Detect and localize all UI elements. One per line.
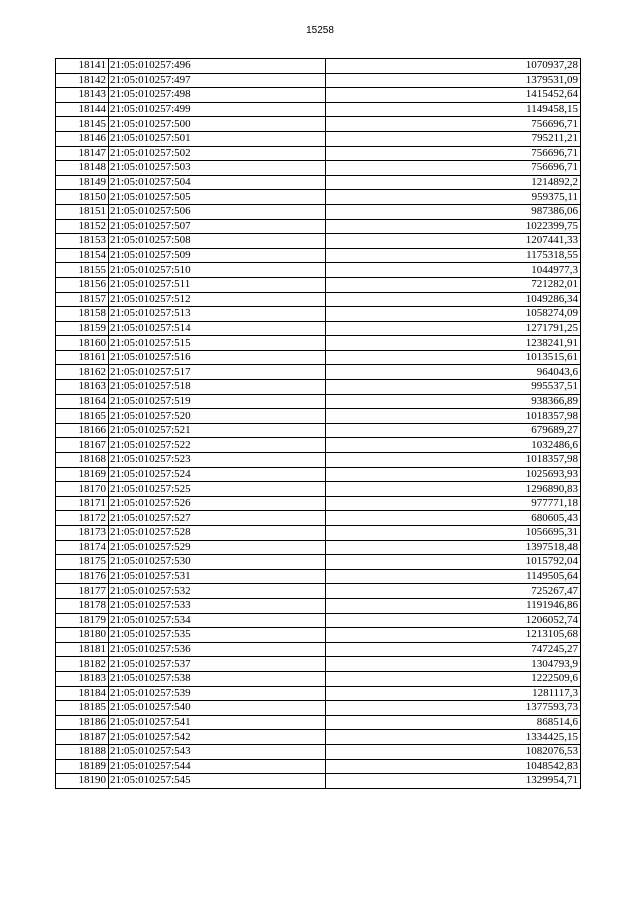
table-row (56, 161, 581, 176)
cadastral-value-cell: 1271791,25 (326, 321, 581, 336)
cadastral-number-cell: 21:05:010257:509 (109, 248, 326, 263)
row-number-cell: 18164 (56, 394, 109, 409)
cadastral-value-cell: 1206052,74 (326, 613, 581, 628)
cadastral-number-cell: 21:05:010257:503 (109, 161, 326, 176)
row-number-cell: 18151 (56, 204, 109, 219)
cadastral-number-cell: 21:05:010257:521 (109, 423, 326, 438)
cadastral-number-cell: 21:05:010257:523 (109, 453, 326, 468)
table-row (56, 219, 581, 234)
cadastral-number-cell: 21:05:010257:501 (109, 131, 326, 146)
table-row (56, 744, 581, 759)
row-number-cell: 18183 (56, 671, 109, 686)
cadastral-number-cell: 21:05:010257:530 (109, 555, 326, 570)
cadastral-value-cell: 1070937,28 (326, 59, 581, 74)
cadastral-value-cell: 1191946,86 (326, 598, 581, 613)
cadastral-number-cell: 21:05:010257:543 (109, 744, 326, 759)
table-row (56, 686, 581, 701)
cadastral-number-cell: 21:05:010257:540 (109, 701, 326, 716)
row-number-cell: 18173 (56, 526, 109, 541)
cadastral-value-cell: 1149505,64 (326, 569, 581, 584)
row-number-cell: 18180 (56, 628, 109, 643)
row-number-cell: 18153 (56, 234, 109, 249)
table-row (56, 774, 581, 789)
cadastral-number-cell: 21:05:010257:514 (109, 321, 326, 336)
row-number-cell: 18171 (56, 496, 109, 511)
row-number-cell: 18154 (56, 248, 109, 263)
row-number-cell: 18189 (56, 759, 109, 774)
row-number-cell: 18182 (56, 657, 109, 672)
table-row (56, 350, 581, 365)
row-number-cell: 18175 (56, 555, 109, 570)
cadastral-value-cell: 1048542,83 (326, 759, 581, 774)
table-row (56, 277, 581, 292)
cadastral-value-cell: 1058274,09 (326, 307, 581, 322)
table-row (56, 453, 581, 468)
table-row (56, 540, 581, 555)
cadastral-value-cell: 1032486,6 (326, 438, 581, 453)
row-number-cell: 18150 (56, 190, 109, 205)
cadastral-number-cell: 21:05:010257:520 (109, 409, 326, 424)
cadastral-number-cell: 21:05:010257:528 (109, 526, 326, 541)
table-row (56, 715, 581, 730)
row-number-cell: 18174 (56, 540, 109, 555)
cadastral-value-cell: 1082076,53 (326, 744, 581, 759)
row-number-cell: 18186 (56, 715, 109, 730)
cadastral-number-cell: 21:05:010257:526 (109, 496, 326, 511)
cadastral-number-cell: 21:05:010257:531 (109, 569, 326, 584)
cadastral-value-cell: 1415452,64 (326, 88, 581, 103)
table-row (56, 146, 581, 161)
cadastral-value-cell: 1377593,73 (326, 701, 581, 716)
row-number-cell: 18159 (56, 321, 109, 336)
cadastral-value-cell: 1149458,15 (326, 102, 581, 117)
table-row (56, 409, 581, 424)
table-row (56, 263, 581, 278)
cadastral-value-cell: 1025693,93 (326, 467, 581, 482)
cadastral-number-cell: 21:05:010257:516 (109, 350, 326, 365)
cadastral-number-cell: 21:05:010257:539 (109, 686, 326, 701)
cadastral-number-cell: 21:05:010257:505 (109, 190, 326, 205)
row-number-cell: 18148 (56, 161, 109, 176)
table-row (56, 511, 581, 526)
row-number-cell: 18176 (56, 569, 109, 584)
cadastral-number-cell: 21:05:010257:522 (109, 438, 326, 453)
row-number-cell: 18172 (56, 511, 109, 526)
row-number-cell: 18152 (56, 219, 109, 234)
row-number-cell: 18141 (56, 59, 109, 74)
table-row (56, 73, 581, 88)
cadastral-value-cell: 1222509,6 (326, 671, 581, 686)
cadastral-number-cell: 21:05:010257:519 (109, 394, 326, 409)
cadastral-value-cell: 1397518,48 (326, 540, 581, 555)
table-row (56, 569, 581, 584)
table-row (56, 365, 581, 380)
cadastral-number-cell: 21:05:010257:504 (109, 175, 326, 190)
row-number-cell: 18179 (56, 613, 109, 628)
cadastral-value-cell: 987386,06 (326, 204, 581, 219)
cadastral-number-cell: 21:05:010257:537 (109, 657, 326, 672)
table-row (56, 526, 581, 541)
table-row (56, 496, 581, 511)
cadastral-number-cell: 21:05:010257:534 (109, 613, 326, 628)
cadastral-number-cell: 21:05:010257:511 (109, 277, 326, 292)
row-number-cell: 18147 (56, 146, 109, 161)
table-row (56, 730, 581, 745)
row-number-cell: 18158 (56, 307, 109, 322)
cadastral-number-cell: 21:05:010257:532 (109, 584, 326, 599)
row-number-cell: 18168 (56, 453, 109, 468)
cadastral-value-cell: 756696,71 (326, 161, 581, 176)
table-row (56, 102, 581, 117)
cadastral-value-cell: 1013515,61 (326, 350, 581, 365)
table-row (56, 234, 581, 249)
table-row (56, 175, 581, 190)
cadastral-value-cell: 1049286,34 (326, 292, 581, 307)
table-row (56, 59, 581, 74)
cadastral-number-cell: 21:05:010257:545 (109, 774, 326, 789)
cadastral-number-cell: 21:05:010257:510 (109, 263, 326, 278)
cadastral-number-cell: 21:05:010257:513 (109, 307, 326, 322)
table-row (56, 482, 581, 497)
row-number-cell: 18184 (56, 686, 109, 701)
row-number-cell: 18185 (56, 701, 109, 716)
cadastral-value-cell: 721282,01 (326, 277, 581, 292)
cadastral-value-cell: 680605,43 (326, 511, 581, 526)
cadastral-number-cell: 21:05:010257:525 (109, 482, 326, 497)
cadastral-number-cell: 21:05:010257:524 (109, 467, 326, 482)
cadastral-value-cell: 868514,6 (326, 715, 581, 730)
cadastral-number-cell: 21:05:010257:515 (109, 336, 326, 351)
cadastral-number-cell: 21:05:010257:507 (109, 219, 326, 234)
table-row (56, 555, 581, 570)
cadastral-number-cell: 21:05:010257:497 (109, 73, 326, 88)
row-number-cell: 18160 (56, 336, 109, 351)
cadastral-value-cell: 1214892,2 (326, 175, 581, 190)
row-number-cell: 18146 (56, 131, 109, 146)
cadastral-value-cell: 938366,89 (326, 394, 581, 409)
cadastral-value-cell: 1022399,75 (326, 219, 581, 234)
cadastral-number-cell: 21:05:010257:538 (109, 671, 326, 686)
table-row (56, 117, 581, 132)
row-number-cell: 18144 (56, 102, 109, 117)
cadastral-value-cell: 725267,47 (326, 584, 581, 599)
cadastral-number-cell: 21:05:010257:518 (109, 380, 326, 395)
row-number-cell: 18187 (56, 730, 109, 745)
cadastral-value-cell: 679689,27 (326, 423, 581, 438)
cadastral-value-cell: 995537,51 (326, 380, 581, 395)
table-row (56, 584, 581, 599)
cadastral-number-cell: 21:05:010257:502 (109, 146, 326, 161)
row-number-cell: 18145 (56, 117, 109, 132)
cadastral-number-cell: 21:05:010257:529 (109, 540, 326, 555)
cadastral-number-cell: 21:05:010257:498 (109, 88, 326, 103)
cadastral-number-cell: 21:05:010257:506 (109, 204, 326, 219)
cadastral-number-cell: 21:05:010257:499 (109, 102, 326, 117)
table-row (56, 292, 581, 307)
cadastral-value-cell: 1018357,98 (326, 409, 581, 424)
cadastral-number-cell: 21:05:010257:544 (109, 759, 326, 774)
row-number-cell: 18149 (56, 175, 109, 190)
table-row (56, 642, 581, 657)
table-row (56, 248, 581, 263)
table-row (56, 307, 581, 322)
table-row (56, 467, 581, 482)
cadastral-value-cell: 964043,6 (326, 365, 581, 380)
table-row (56, 759, 581, 774)
cadastral-value-cell: 1304793,9 (326, 657, 581, 672)
table-row (56, 204, 581, 219)
cadastral-value-cell: 1379531,09 (326, 73, 581, 88)
table-row (56, 671, 581, 686)
row-number-cell: 18156 (56, 277, 109, 292)
cadastral-value-cell: 1296890,83 (326, 482, 581, 497)
cadastral-value-cell: 747245,27 (326, 642, 581, 657)
table-row (56, 190, 581, 205)
table-row (56, 88, 581, 103)
cadastral-value-table (55, 58, 581, 789)
row-number-cell: 18190 (56, 774, 109, 789)
row-number-cell: 18155 (56, 263, 109, 278)
table-row (56, 423, 581, 438)
row-number-cell: 18161 (56, 350, 109, 365)
table-body (56, 59, 581, 789)
cadastral-number-cell: 21:05:010257:541 (109, 715, 326, 730)
table-row (56, 701, 581, 716)
table-row (56, 380, 581, 395)
cadastral-value-cell: 1238241,91 (326, 336, 581, 351)
row-number-cell: 18167 (56, 438, 109, 453)
row-number-cell: 18163 (56, 380, 109, 395)
table-row (56, 598, 581, 613)
cadastral-value-cell: 1281117,3 (326, 686, 581, 701)
row-number-cell: 18188 (56, 744, 109, 759)
cadastral-value-cell: 1213105,68 (326, 628, 581, 643)
cadastral-value-cell: 1044977,3 (326, 263, 581, 278)
cadastral-number-cell: 21:05:010257:536 (109, 642, 326, 657)
table-row (56, 131, 581, 146)
cadastral-number-cell: 21:05:010257:542 (109, 730, 326, 745)
cadastral-value-cell: 1207441,33 (326, 234, 581, 249)
cadastral-number-cell: 21:05:010257:512 (109, 292, 326, 307)
cadastral-value-cell: 1334425,15 (326, 730, 581, 745)
cadastral-value-cell: 1018357,98 (326, 453, 581, 468)
cadastral-value-cell: 756696,71 (326, 117, 581, 132)
cadastral-value-cell: 959375,11 (326, 190, 581, 205)
row-number-cell: 18170 (56, 482, 109, 497)
cadastral-value-cell: 756696,71 (326, 146, 581, 161)
page-number: 15258 (306, 25, 334, 36)
cadastral-number-cell: 21:05:010257:533 (109, 598, 326, 613)
cadastral-number-cell: 21:05:010257:500 (109, 117, 326, 132)
table-row (56, 657, 581, 672)
table-row (56, 336, 581, 351)
cadastral-number-cell: 21:05:010257:535 (109, 628, 326, 643)
row-number-cell: 18142 (56, 73, 109, 88)
row-number-cell: 18169 (56, 467, 109, 482)
row-number-cell: 18157 (56, 292, 109, 307)
cadastral-number-cell: 21:05:010257:496 (109, 59, 326, 74)
cadastral-number-cell: 21:05:010257:527 (109, 511, 326, 526)
row-number-cell: 18178 (56, 598, 109, 613)
cadastral-value-cell: 795211,21 (326, 131, 581, 146)
row-number-cell: 18143 (56, 88, 109, 103)
table-row (56, 613, 581, 628)
cadastral-number-cell: 21:05:010257:508 (109, 234, 326, 249)
cadastral-number-cell: 21:05:010257:517 (109, 365, 326, 380)
table-row (56, 321, 581, 336)
cadastral-value-cell: 977771,18 (326, 496, 581, 511)
table-row (56, 438, 581, 453)
cadastral-value-cell: 1329954,71 (326, 774, 581, 789)
row-number-cell: 18165 (56, 409, 109, 424)
cadastral-value-cell: 1175318,55 (326, 248, 581, 263)
table-row (56, 628, 581, 643)
row-number-cell: 18177 (56, 584, 109, 599)
row-number-cell: 18181 (56, 642, 109, 657)
table-row (56, 394, 581, 409)
row-number-cell: 18166 (56, 423, 109, 438)
cadastral-value-cell: 1056695,31 (326, 526, 581, 541)
cadastral-value-cell: 1015792,04 (326, 555, 581, 570)
row-number-cell: 18162 (56, 365, 109, 380)
